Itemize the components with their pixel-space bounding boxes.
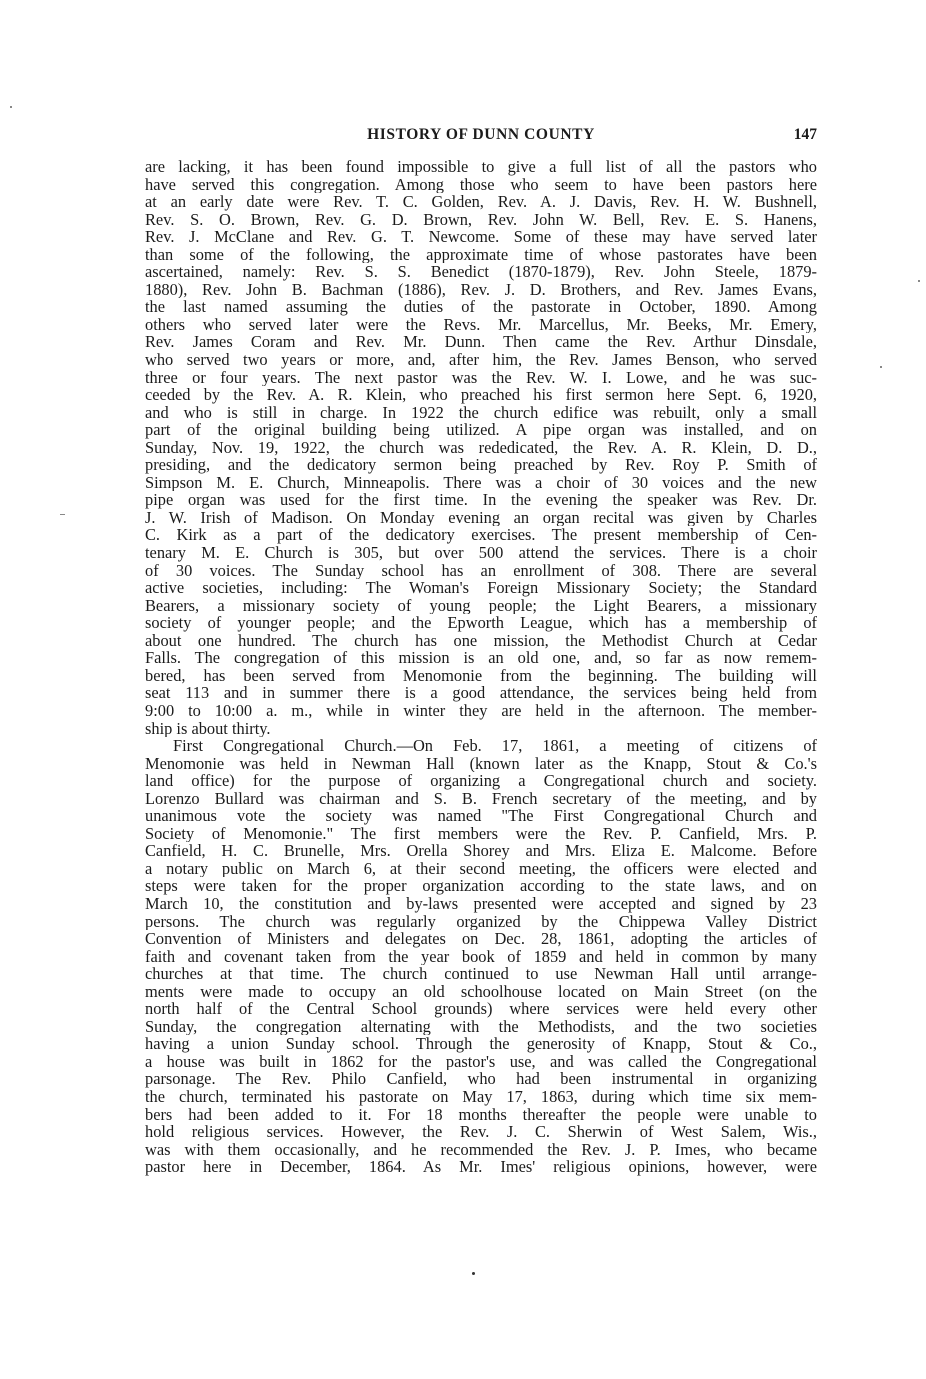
text-line: have served this congregation. Among those who seem to have been pastors here: [145, 175, 817, 194]
text-line: parsonage. The Rev. Philo Canfield, who had been instrumental in organizing: [145, 1070, 817, 1088]
text-line: three or four years. The next pastor was the Rev. W. I. Lowe, and he was suc-: [145, 368, 817, 387]
text-line: a notary public on March 6, at their second meeting, the officers were elected and: [145, 859, 817, 878]
text-line: ship is about thirty.: [145, 719, 271, 738]
text-line: March 10, the constitution and by-laws presented were accepted and signed by 23: [145, 894, 817, 913]
text-line: First Congregational Church.—On Feb. 17, 1861, a meeting of citizens of: [173, 737, 817, 755]
text-line: tenary M. E. Church is 305, but over 500 attend the services. There is a choir: [145, 544, 817, 562]
page-title: HISTORY OF DUNN COUNTY: [367, 126, 595, 143]
text-line: pastor here in December, 1864. As Mr. Imes' religious opinions, however, were: [145, 1158, 817, 1176]
scan-speck: [918, 280, 920, 282]
text-line: steps were taken for the proper organization according to the state laws, and on: [145, 877, 817, 895]
text-line: north half of the Central School grounds) where services were held every other: [145, 1000, 817, 1018]
text-line: at an early date were Rev. T. C. Golden, Rev. A. J. Davis, Rev. H. W. Bushnell,: [145, 193, 817, 211]
text-line: Rev. J. McClane and Rev. G. T. Newcome. Some of these may have served later: [145, 228, 817, 246]
text-line: seat 113 and in summer there is a good attendance, the services being held from: [145, 684, 817, 702]
text-line: than some of the following, the approximate time of whose pastorates have been: [145, 245, 817, 264]
text-line: faith and covenant taken from the year book of 1859 and held in common by many: [145, 947, 817, 966]
text-line: ceeded by the Rev. A. R. Klein, who preached his first sermon here Sept. 6, 1920,: [145, 386, 817, 404]
text-line: about one hundred. The church has one mission, the Methodist Church at Cedar: [145, 631, 817, 650]
page-number: 147: [793, 126, 817, 143]
text-line: the last named assuming the duties of the pastorate in October, 1890. Among: [145, 298, 817, 316]
text-line: bered, has been served from Menomonie from the beginning. The building will: [145, 666, 817, 685]
text-line: others who served later were the Revs. Mr. Marcellus, Mr. Beeks, Mr. Emery,: [145, 315, 817, 334]
text-line: Convention of Ministers and delegates on Dec. 28, 1861, adopting the articles of: [145, 930, 817, 948]
text-line: 9:00 to 10:00 a. m., while in winter they are held in the afternoon. The member-: [145, 701, 817, 720]
text-line: the church, terminated his pastorate on May 17, 1863, during which time six mem-: [145, 1087, 817, 1106]
text-line: part of the original building being utilized. A pipe organ was installed, and on: [145, 421, 817, 439]
text-line: bers had been added to it. For 18 months thereafter the people were unable to: [145, 1105, 817, 1124]
text-line: Sunday, Nov. 19, 1922, the church was rededicated, the Rev. A. R. Klein, D. D.,: [145, 438, 817, 457]
text-line: presiding, and the dedicatory sermon being preached by Rev. Roy P. Smith of: [145, 456, 817, 474]
text-line: a house was built in 1862 for the pastor's use, and was called the Congregational: [145, 1052, 817, 1071]
text-line: Lorenzo Bullard was chairman and S. B. French secretary of the meeting, and by: [145, 789, 817, 808]
text-line: Rev. S. O. Brown, Rev. G. D. Brown, Rev. John W. Bell, Rev. E. S. Hanens,: [145, 210, 817, 229]
text-line: are lacking, it has been found impossible to give a full list of all the pastors who: [145, 158, 817, 176]
text-line: society of younger people; and the Epworth League, which has a membership of: [145, 614, 817, 632]
text-line: C. Kirk as a part of the dedicatory exercises. The present membership of Cen-: [145, 526, 817, 545]
text-line: 1880), Rev. John B. Bachman (1886), Rev. J. D. Brothers, and Rev. James Evans,: [145, 280, 817, 299]
text-line: Bearers, a missionary society of young people; the Light Bearers, a missionary: [145, 596, 817, 615]
text-line: Sunday, the congregation alternating with the Methodists, and the two societies: [145, 1017, 817, 1036]
text-line: land office) for the purpose of organizing a Congregational church and society.: [145, 772, 817, 790]
text-line: persons. The church was regularly organized by the Chippewa Valley District: [145, 912, 817, 931]
text-line: churches at that time. The church continued to use Newman Hall until arrange-: [145, 965, 817, 983]
text-line: unanimous vote the society was named "The First Congregational Church and: [145, 807, 817, 825]
text-line: Rev. James Coram and Rev. Mr. Dunn. Then came the Rev. Arthur Dinsdale,: [145, 333, 817, 352]
text-line: ascertained, namely: Rev. S. S. Benedict (1870-1879), Rev. John Steele, 1879-: [145, 263, 817, 281]
body-text: [145, 158, 817, 1176]
scan-speck: [60, 514, 65, 515]
text-line: ments were made to occupy an old schoolhouse located on Main Street (on the: [145, 982, 817, 1001]
text-line: pipe organ was used for the first time. In the evening the speaker was Rev. Dr.: [145, 491, 817, 509]
text-line: was with them occasionally, and he recommended the Rev. J. P. Imes, who became: [145, 1140, 817, 1159]
text-line: Falls. The congregation of this mission is an old one, and, so far as now remem-: [145, 649, 817, 667]
text-line: active societies, including: The Woman's Foreign Missionary Society; the Standard: [145, 579, 817, 597]
scan-speck: [880, 366, 882, 368]
print-dot: [472, 1272, 475, 1275]
text-line: Menomonie was held in Newman Hall (known later as the Knapp, Stout & Co.'s: [145, 754, 817, 773]
text-line: and who is still in charge. In 1922 the church edifice was rebuilt, only a small: [145, 403, 817, 422]
text-line: who served two years or more, and, after him, the Rev. James Benson, who served: [145, 351, 817, 369]
text-line: J. W. Irish of Madison. On Monday evening an organ recital was given by Charles: [145, 508, 817, 527]
text-line: Society of Menomonie." The first members were the Rev. P. Canfield, Mrs. P.: [145, 824, 817, 843]
text-line: of 30 voices. The Sunday school has an enrollment of 308. There are several: [145, 561, 817, 580]
scan-speck: [10, 106, 12, 108]
text-line: hold religious services. However, the Rev. J. C. Sherwin of West Salem, Wis.,: [145, 1123, 817, 1141]
running-head: [145, 126, 817, 150]
text-line: having a union Sunday school. Through the generosity of Knapp, Stout & Co.,: [145, 1035, 817, 1053]
text-line: Simpson M. E. Church, Minneapolis. There was a choir of 30 voices and the new: [145, 473, 817, 492]
text-line: Canfield, H. C. Brunelle, Mrs. Orella Shorey and Mrs. Eliza E. Malcome. Before: [145, 842, 817, 860]
